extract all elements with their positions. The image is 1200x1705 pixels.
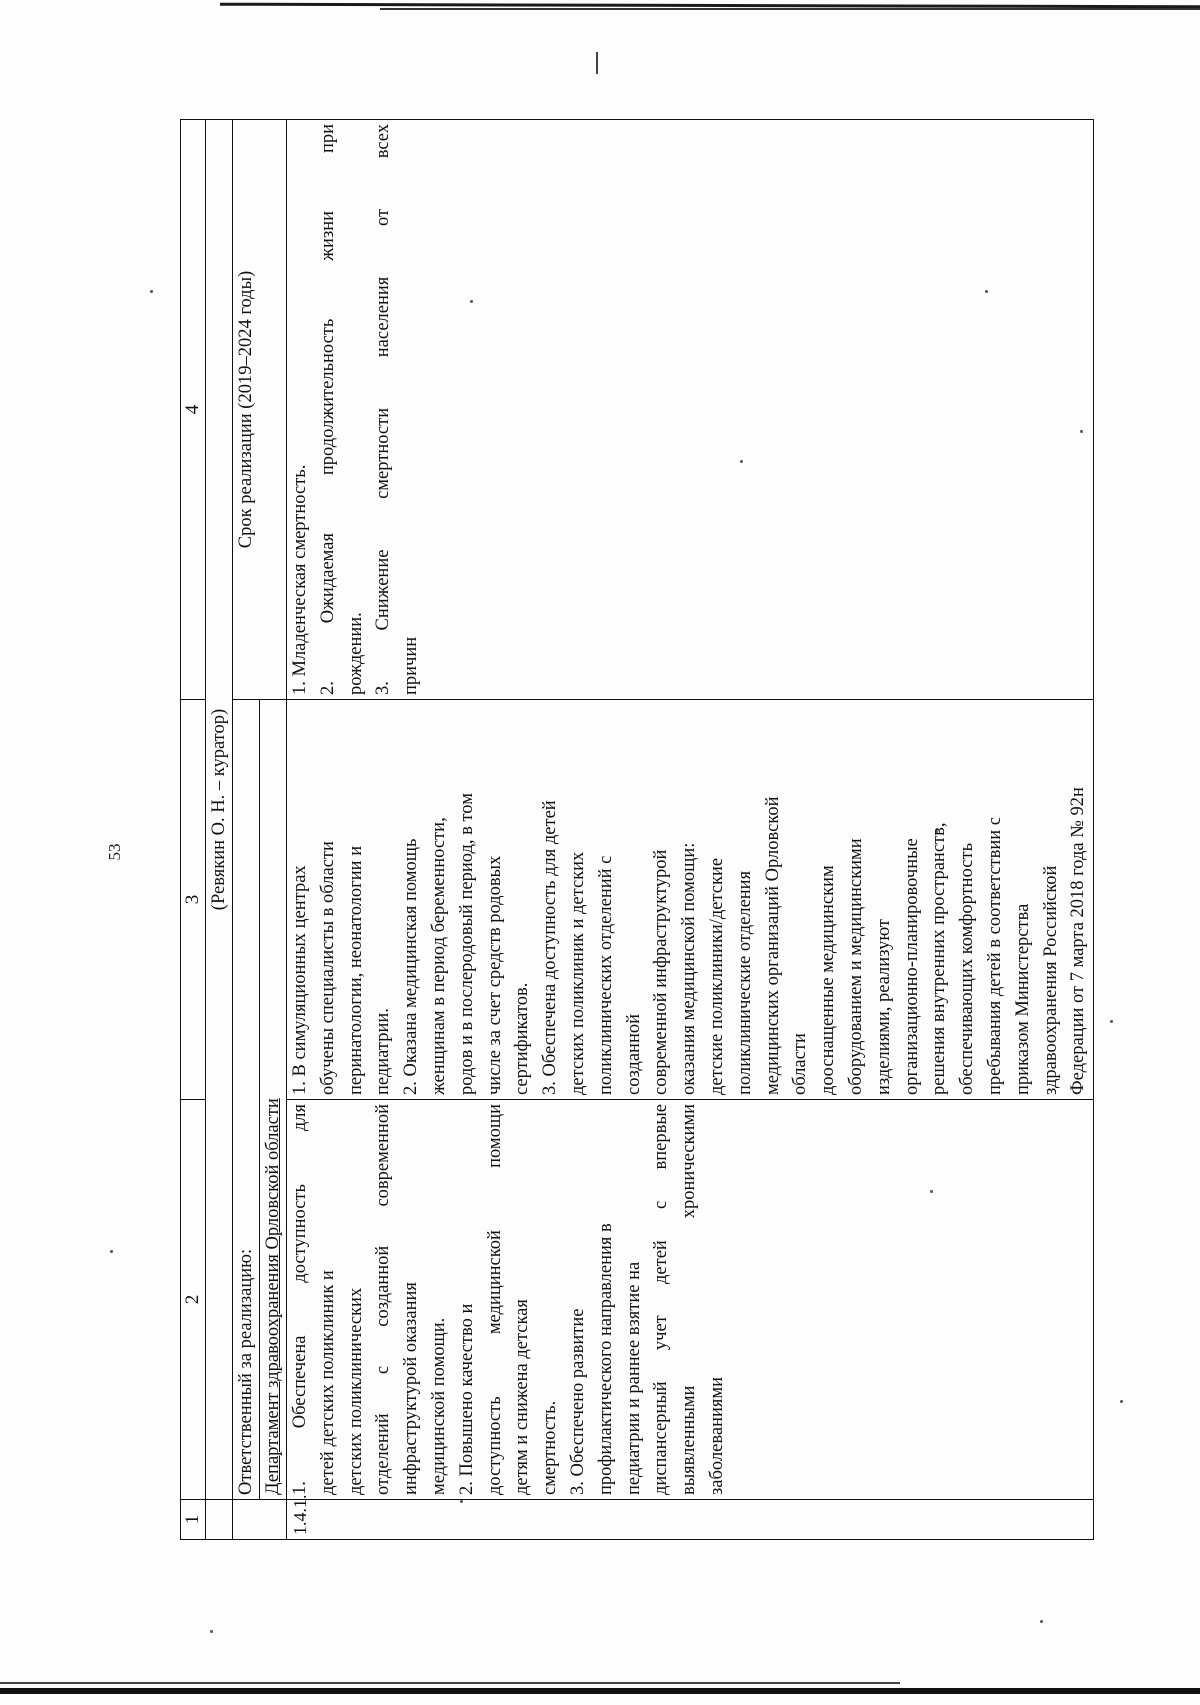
department-cell bbox=[260, 700, 287, 1500]
measure-row bbox=[287, 120, 1094, 1540]
result-line: сертификатов. bbox=[512, 982, 533, 1095]
result-line: изделиями, реализуют bbox=[873, 918, 894, 1095]
result-line: родов и в послеродовый период, в том bbox=[456, 793, 477, 1095]
task-line: выявленными хроническими bbox=[679, 1104, 700, 1495]
result-line: современной инфраструктурой bbox=[651, 849, 672, 1095]
result-line: поликлинические отделения bbox=[734, 870, 755, 1095]
task-line: доступность медицинской помощи bbox=[484, 1104, 505, 1495]
result-line: оказания медицинской помощи: bbox=[679, 842, 700, 1095]
curator-cell bbox=[206, 120, 233, 1500]
deadline-cell bbox=[233, 120, 287, 700]
scan-mark bbox=[596, 52, 598, 74]
task-line: детям и снижена детская bbox=[512, 1299, 533, 1495]
scan-speck bbox=[150, 290, 153, 293]
result-line: педиатрии. bbox=[373, 1008, 394, 1095]
result-line: детских поликлиник и детских bbox=[567, 851, 588, 1095]
scan-speck bbox=[1110, 1020, 1113, 1023]
task-cell bbox=[287, 1100, 1094, 1500]
indicators-cell bbox=[287, 120, 1094, 700]
task-line: педиатрии и раннее взятие на bbox=[623, 1261, 644, 1495]
column-number-3: 3 bbox=[181, 700, 206, 1100]
result-line: медицинских организаций Орловской bbox=[762, 796, 783, 1095]
scan-speck bbox=[1040, 1620, 1043, 1623]
task-line: 1. Обеспечена доступность для bbox=[290, 1104, 310, 1495]
result-line: решения внутренних пространств, bbox=[929, 822, 950, 1095]
task-line: медицинской помощи. bbox=[428, 1317, 449, 1495]
indicator-line: рождении. bbox=[345, 612, 366, 695]
scan-speck bbox=[110, 1250, 113, 1253]
responsible-label: Ответственный за реализацию: bbox=[236, 1248, 256, 1495]
result-line: 3. Обеспечена доступность для детей bbox=[540, 800, 561, 1095]
page-number: 53 bbox=[105, 843, 124, 861]
empty-cell bbox=[233, 1500, 287, 1540]
result-cell bbox=[287, 700, 1094, 1100]
task-line: диспансерный учет детей с впервые bbox=[651, 1104, 672, 1495]
scan-edge-line-top-secondary bbox=[380, 8, 1200, 10]
result-line: оборудованием и медицинскими bbox=[845, 838, 866, 1095]
result-line: Федерации от 7 марта 2018 года № 92н bbox=[1068, 787, 1089, 1095]
result-line: организационно-планировочные bbox=[901, 838, 922, 1095]
department-name: Департамент здравоохранения Орловской области bbox=[263, 1098, 283, 1495]
result-line: женщинам в период беременности, bbox=[428, 817, 449, 1095]
task-line: 3. Обеспечено развитие bbox=[567, 1308, 588, 1495]
result-line: здравоохранения Российской bbox=[1040, 865, 1061, 1095]
indicator-line: 1. Младенческая смертность. bbox=[290, 464, 310, 695]
result-line: пребывания детей в соответствии с bbox=[984, 816, 1005, 1095]
result-line: обеспечивающих комфортность bbox=[957, 842, 978, 1095]
result-line: созданной bbox=[623, 1013, 644, 1095]
column-number-2: 2 bbox=[181, 1100, 206, 1500]
task-line: 2. Повышено качество и bbox=[456, 1303, 477, 1495]
column-number-4: 4 bbox=[181, 120, 206, 700]
result-line: 2. Оказана медицинская помощь bbox=[401, 838, 422, 1095]
task-line: заболеваниями bbox=[706, 1376, 727, 1495]
task-line: детей детских поликлиник и bbox=[317, 1270, 338, 1495]
curator-text: (Ревякин О. Н. – куратор) bbox=[209, 708, 229, 911]
result-line: детские поликлиники/детские bbox=[706, 857, 727, 1095]
scan-edge-line-bottom bbox=[0, 1688, 1200, 1694]
result-line: 1. В симуляционных центрах bbox=[290, 865, 310, 1095]
empty-cell bbox=[206, 1500, 233, 1540]
curator-row bbox=[206, 120, 233, 1540]
indicator-line: 2. Ожидаемая продолжительность жизни при bbox=[317, 124, 338, 695]
result-line: обучены специалисты в области bbox=[317, 841, 338, 1095]
task-line: детских поликлинических bbox=[345, 1287, 366, 1495]
responsible-row bbox=[233, 120, 260, 1540]
indicator-line: 3. Снижение смертности населения от всех bbox=[373, 124, 394, 695]
deadline-text: Срок реализации (2019–2024 годы) bbox=[236, 270, 256, 549]
measure-number-cell bbox=[287, 1494, 1094, 1540]
scan-edge-line-bottom-secondary bbox=[0, 1682, 900, 1684]
indicator-line: причин bbox=[401, 636, 422, 695]
column-number-row bbox=[181, 120, 206, 1540]
result-line: перинатологии, неонатологии и bbox=[345, 845, 366, 1095]
measures-table-container bbox=[180, 120, 1089, 1540]
scan-speck bbox=[210, 1630, 213, 1633]
responsible-label-cell bbox=[233, 700, 260, 1500]
result-line: области bbox=[790, 1033, 811, 1095]
task-line: профилактического направления в bbox=[595, 1223, 616, 1495]
result-line: числе за счет средств родовых bbox=[484, 855, 505, 1095]
task-line: отделений с созданной современной bbox=[373, 1104, 394, 1495]
column-number-1: 1 bbox=[181, 1500, 206, 1540]
task-line: смертность. bbox=[540, 1400, 561, 1495]
task-line: инфраструктурой оказания bbox=[401, 1282, 422, 1495]
measures-table bbox=[180, 119, 1094, 1540]
scan-speck bbox=[1120, 1400, 1123, 1403]
result-line: дооснащенные медицинским bbox=[818, 865, 839, 1095]
measure-number: 1.4.1. bbox=[290, 1494, 310, 1535]
result-line: поликлинических отделений с bbox=[595, 855, 616, 1095]
result-line: приказом Министерства bbox=[1012, 903, 1033, 1095]
